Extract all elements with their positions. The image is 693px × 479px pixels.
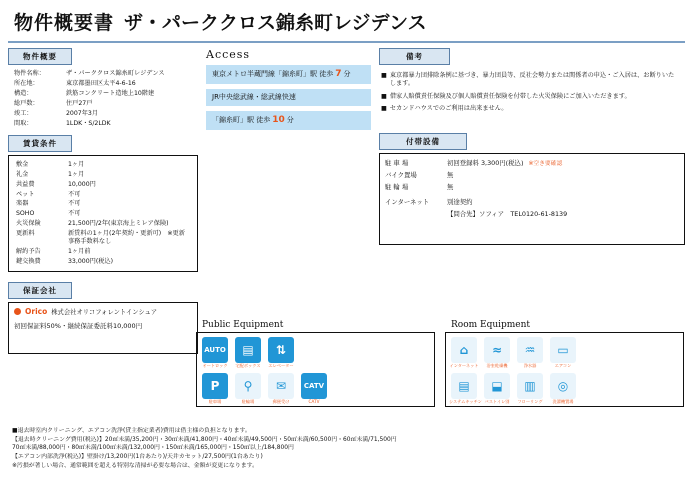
orico-logo-icon <box>14 308 21 315</box>
footer-note: ※汚損が著しい場合、通常範囲を超える特別な清掃が必要な場合は、金額が変更になります。 <box>12 463 258 470</box>
row-key: 鍵交換費 <box>16 257 41 265</box>
remark-text: 東京都暴力団排除条例に基づき、暴力団員等、反社会勢力または関係者の申込・ご入居は、お断りいたします。 <box>389 72 675 88</box>
icon-cell <box>482 373 512 405</box>
row-key: 敷金 <box>16 160 29 168</box>
system-kitchen-icon <box>451 373 477 399</box>
icon-cell <box>515 337 545 369</box>
room-equipment-row-2 <box>449 373 680 405</box>
table-row <box>14 160 192 170</box>
facility-key <box>385 209 447 218</box>
facility-row <box>385 209 679 218</box>
icon-caption: CATV <box>308 398 320 404</box>
access-minutes: 10 <box>272 115 285 125</box>
row-value: 1ヶ月 <box>68 170 85 178</box>
access-text: 「錦糸町」駅 徒歩 <box>212 116 271 124</box>
room-equipment-box <box>445 332 684 407</box>
row-key: SOHO <box>16 210 35 218</box>
delivery-box-icon <box>235 337 261 363</box>
facility-row <box>385 197 679 206</box>
row-key: 更新料 <box>16 230 35 238</box>
overview-table <box>12 69 194 129</box>
row-key: ペット <box>16 190 35 198</box>
fees-table <box>14 160 192 267</box>
icon-glyph: ▤ <box>458 378 470 393</box>
water-purifier-icon <box>517 337 543 363</box>
icon-glyph: ⇅ <box>275 343 287 357</box>
section-title-guarantee: 保証会社 <box>8 282 72 299</box>
table-row <box>12 79 194 89</box>
row-key: 構造： <box>14 89 33 97</box>
footer-note: 70㎡未満/88,000円・80㎡未満/100㎡未満/132,000円・150㎡未満/165,000円・150㎡以上/184,800円 <box>12 445 294 452</box>
icon-glyph: ⬓ <box>491 378 503 393</box>
row-key: 火災保険 <box>16 220 41 228</box>
air-conditioner-icon <box>550 337 576 363</box>
table-row <box>14 257 192 267</box>
icon-cell <box>200 373 230 405</box>
row-value: ザ・パーククロス錦糸町レジデンス <box>66 70 165 78</box>
fees-box <box>8 155 198 272</box>
icon-cell <box>449 373 482 405</box>
icon-cell <box>299 373 329 405</box>
icon-glyph: P <box>210 378 220 393</box>
row-value: 1ヶ月前 <box>68 247 91 255</box>
table-row <box>12 69 194 79</box>
footer-note: ■退去時室内クリーニング、エアコン洗浄(貸主指定業者)費用は借主様の負担となります。 <box>12 427 251 434</box>
row-key: 所在地： <box>14 80 39 88</box>
bullet-square-icon: ■ <box>381 72 387 79</box>
row-key: 間取： <box>14 119 33 127</box>
table-row <box>14 229 192 247</box>
guarantee-company <box>14 307 192 316</box>
icon-cell <box>266 373 296 405</box>
table-row <box>12 109 194 119</box>
middle-column <box>206 48 371 354</box>
facility-key: 駐 車 場 <box>385 159 409 168</box>
facility-key: 駐 輪 場 <box>385 183 409 192</box>
facility-value: 無 <box>447 171 454 180</box>
row-key: 竣工： <box>14 109 33 117</box>
access-unit: 分 <box>286 116 294 124</box>
row-value: 住戸27戸 <box>66 99 93 107</box>
remark-item <box>381 93 680 101</box>
right-column <box>379 48 685 354</box>
section-title-facilities: 付帯設備 <box>379 133 467 150</box>
access-item <box>206 65 371 84</box>
bullet-square-icon: ■ <box>381 92 387 100</box>
table-row <box>14 170 192 180</box>
overview-table-wrap <box>8 65 198 129</box>
fees-section <box>8 135 198 272</box>
facility-value: 【問合先】ソフィア TEL0120-61-8139 <box>447 210 568 219</box>
table-row <box>14 247 192 257</box>
section-title-remarks: 備考 <box>379 48 450 65</box>
access-item <box>206 89 371 106</box>
bath-dryer-icon <box>484 337 510 363</box>
row-key: 礼金 <box>16 170 29 178</box>
row-value: 2007年3月 <box>66 109 99 117</box>
icon-caption: 浄水器 <box>523 363 537 368</box>
icon-caption: 宅配ボックス <box>235 363 261 368</box>
row-value: 鉄筋コンクリート造地上10階建 <box>66 89 155 97</box>
remark-text: セカンドハウスでのご利用は出来ません。 <box>389 105 508 113</box>
bicycle-parking-icon <box>235 373 261 399</box>
remark-text: 借家人賠償責任保険及び個人賠償責任保険を付帯した火災保険にご加入いただきます。 <box>389 92 631 100</box>
row-key: 共益費 <box>16 180 35 188</box>
guarantee-company-mark: Orico <box>25 306 48 316</box>
icon-glyph: CATV <box>303 381 325 390</box>
row-value: 不可 <box>68 210 81 218</box>
property-name: ザ・パーククロス錦糸町レジデンス <box>124 12 427 34</box>
access-list <box>206 65 371 130</box>
icon-glyph: ▤ <box>242 343 254 357</box>
icon-caption: エアコン <box>554 363 572 368</box>
row-value: 10,000円 <box>68 180 96 188</box>
table-row <box>12 119 194 129</box>
public-equipment-row-1 <box>200 337 431 369</box>
icon-glyph: ◎ <box>557 378 569 393</box>
bath-toilet-separate-icon <box>484 373 510 399</box>
facility-row <box>385 158 679 167</box>
icon-cell <box>449 337 479 369</box>
section-title-overview: 物件概要 <box>8 48 72 65</box>
auto-lock-icon <box>202 337 228 363</box>
table-row <box>12 99 194 109</box>
guarantee-section <box>8 282 198 354</box>
content-columns <box>8 48 685 354</box>
table-row <box>14 189 192 199</box>
icon-glyph: ✉ <box>275 378 287 393</box>
facility-value: 初回登録料 3,300円(税込) <box>447 159 524 168</box>
icon-glyph: ⚲ <box>243 378 253 393</box>
row-key: 総戸数： <box>14 99 39 107</box>
icon-cell <box>482 337 512 369</box>
public-equipment-box <box>196 332 435 407</box>
icon-cell <box>200 337 230 369</box>
facility-value: 無 <box>447 183 454 192</box>
icon-caption: 駐輪場 <box>241 398 255 404</box>
facility-row <box>385 182 679 191</box>
icon-caption: 洗濯機置場 <box>552 398 574 404</box>
room-equipment-row-1 <box>449 337 680 369</box>
mailbox-icon <box>268 373 294 399</box>
icon-cell <box>548 337 578 369</box>
remark-item <box>381 72 680 89</box>
remarks-box <box>379 68 685 121</box>
left-column <box>8 48 198 354</box>
row-value: 1ヶ月 <box>68 160 85 168</box>
icon-glyph: ⌂ <box>459 343 469 357</box>
icon-caption: エレベーター <box>268 363 294 368</box>
icon-cell <box>266 337 296 369</box>
table-row <box>14 199 192 209</box>
icon-glyph: ▭ <box>557 343 569 357</box>
facility-key: バイク置場 <box>385 171 417 180</box>
table-row <box>14 209 192 219</box>
elevator-icon <box>268 337 294 363</box>
flooring-icon <box>517 373 543 399</box>
facility-row <box>385 170 679 179</box>
internet-icon <box>451 337 477 363</box>
bullet-square-icon: ■ <box>381 105 387 113</box>
row-key: 楽器 <box>16 200 29 208</box>
row-key: 解約予告 <box>16 247 41 255</box>
icon-glyph: AUTO <box>204 346 226 354</box>
guarantee-company-name: 株式会社オリコフォレントインシュア <box>51 308 158 316</box>
icon-glyph: ▥ <box>524 378 536 393</box>
icon-cell <box>515 373 545 405</box>
access-text: JR中央総武線・総武線快速 <box>212 93 296 102</box>
section-title-fees: 賃貸条件 <box>8 135 72 152</box>
icon-glyph: ♒ <box>524 343 536 357</box>
icon-caption: 郵便受け <box>272 398 290 404</box>
public-equipment-row-2 <box>200 373 431 405</box>
row-value: 不可 <box>68 200 81 208</box>
icon-caption: フローリング <box>517 398 543 404</box>
facilities-section <box>379 133 685 245</box>
icon-caption: インターネット <box>449 363 479 368</box>
washing-machine-icon <box>550 373 576 399</box>
room-equipment-title: Room Equipment <box>451 320 531 330</box>
footer-notes <box>12 427 682 471</box>
room-equipment-panel <box>445 320 684 407</box>
access-minutes: 7 <box>335 69 342 79</box>
document-header <box>8 6 685 43</box>
row-value: 新賃料の1ヶ月(2年契約・更新可) ※更新事務手数料なし <box>68 230 185 246</box>
row-value: 33,000円(税込) <box>68 257 114 265</box>
access-item <box>206 111 371 130</box>
row-value: 不可 <box>68 190 81 198</box>
icon-glyph: ≈ <box>491 343 503 357</box>
icon-cell <box>233 373 263 405</box>
icon-cell <box>548 373 578 405</box>
row-value: 21,500円/2年(東京海上ミレア保険) <box>68 220 169 228</box>
facilities-box <box>379 153 685 245</box>
footer-note: 【退去時クリーニング費用(税込)】20㎡未満/35,200円・30㎡未満/41,800円・40㎡未満/49,500円・50㎡未満/60,500円・60㎡未満/71,500円 <box>12 436 397 443</box>
public-equipment-title: Public Equipment <box>202 320 284 330</box>
table-row <box>14 180 192 190</box>
public-equipment-panel <box>196 320 435 407</box>
page-title: 物件概要書 <box>14 12 115 34</box>
footer-note: 【エアコン内部洗浄(税込)】壁掛け/13,200円(1台あたり)/天井カセット/27,500円(1台あたり) <box>12 454 263 461</box>
section-title-access: Access <box>206 48 251 61</box>
icon-caption: オートロック <box>202 363 228 368</box>
remark-item <box>381 105 680 113</box>
facility-value: 別途契約 <box>447 198 473 207</box>
icon-caption: 浴室乾燥機 <box>486 363 508 368</box>
table-row <box>12 89 194 99</box>
row-key: 物件名称： <box>14 70 45 78</box>
icon-caption: システムキッチン <box>449 398 482 404</box>
icon-cell <box>233 337 263 369</box>
row-value: 1LDK・S/2LDK <box>66 119 111 127</box>
facility-note: ※空き要確認 <box>528 161 563 168</box>
facility-key: インターネット <box>385 198 430 207</box>
guarantee-box <box>8 302 198 354</box>
access-unit: 分 <box>343 70 351 78</box>
icon-caption: 駐車場 <box>208 398 222 404</box>
guarantee-detail: 初回保証料50%・継続保証委託料10,000円 <box>14 321 143 330</box>
parking-icon <box>202 373 228 399</box>
icon-caption: バストイレ別 <box>484 398 510 404</box>
catv-icon <box>301 373 327 399</box>
access-text: 東京メトロ半蔵門線「錦糸町」駅 徒歩 <box>212 70 334 78</box>
row-value: 東京都墨田区太平4-6-16 <box>66 80 136 88</box>
equipment-section <box>196 320 684 407</box>
table-row <box>14 219 192 229</box>
